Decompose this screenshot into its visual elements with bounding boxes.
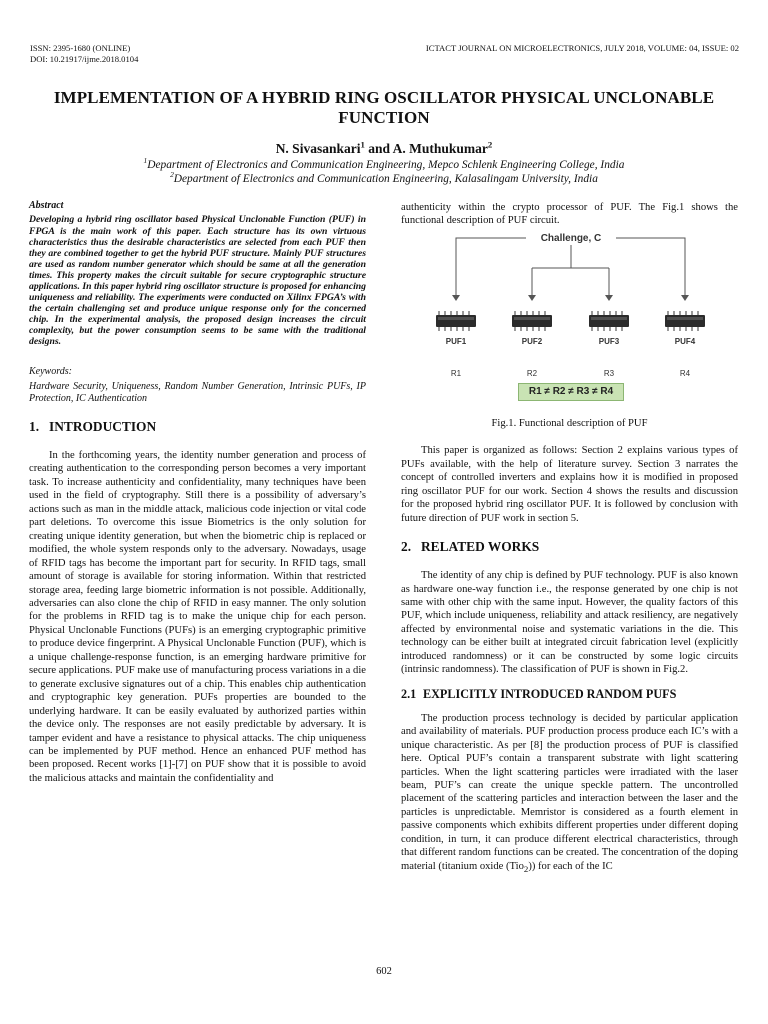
page-number: 602	[376, 966, 392, 977]
issn: ISSN: 2395-1680 (ONLINE)	[30, 43, 131, 53]
figure-1	[401, 231, 738, 397]
abstract-heading: Abstract	[29, 200, 64, 211]
affiliation-1: $^1$Department of Electronics and Communication Engineering, Mepco Schlenk Engineering College, India	[143, 156, 625, 171]
figure-1-caption: Fig.1. Functional description of PUF	[491, 417, 648, 429]
response-relation-box: R1 ≠ R2 ≠ R3 ≠ R4	[518, 383, 624, 401]
paper-title: IMPLEMENTATION OF A HYBRID RING OSCILLATOR PHYSICAL UNCLONABLE FUNCTION	[53, 88, 715, 127]
left-column	[29, 199, 366, 785]
doi: DOI: 10.21917/ijme.2018.0104	[30, 54, 139, 64]
puf4-label: PUF4	[674, 336, 696, 346]
connector-puf1	[456, 238, 526, 297]
right-column	[401, 201, 738, 876]
figure-1-connectors	[401, 231, 738, 381]
puf3-label: PUF3	[598, 336, 620, 346]
keywords-heading: Keywords:	[29, 365, 72, 377]
author-2: A. Muthukumar	[392, 141, 488, 156]
puf4-chip-icon	[664, 311, 706, 331]
explicit-paragraph-1: The production process technology is decided by particular application and availability of materials. PUF production process produce each IC’s with a unique characteristic. As per [8] the production process of PUF is classified here. Optical PUF’s contain a transparent substrate with light scattering particles. When the light scattering particles were irradiated with the laser beam, PUF’s can create the unique speckle pattern. The uncontrolled placement of the scattering particles and interaction between the laser and the particles is unpredictable. Memristor is considered as a fourth element in passive components which exhibits different properties under different doping condition, in turn, it can produce different electrical characteristics, through that different random functions can be created. The concentration of the doping material (titanium oxide (Tio$_2$)) for each of the IC	[401, 712, 738, 874]
response-r1: R1	[450, 368, 462, 378]
intro-paragraph-1-continued: authenticity within the crypto processor of PUF. The Fig.1 shows the functional description of PUF circuit.	[401, 202, 738, 227]
puf3-chip-icon	[588, 311, 630, 331]
author-1: N. Sivasankari	[275, 141, 361, 156]
puf2-label: PUF2	[521, 336, 543, 346]
author-and: and	[364, 141, 393, 156]
response-r4: R4	[679, 368, 691, 378]
journal-header: ICTACT JOURNAL ON MICROELECTRONICS, JULY 2018, VOLUME: 04, ISSUE: 02	[425, 43, 739, 53]
affiliation-2: $^2$Department of Electronics and Communication Engineering, Kalasalingam University, India	[170, 170, 598, 185]
author-1-sup: 1	[360, 139, 365, 150]
puf1-label: PUF1	[445, 336, 467, 346]
connector-puf4	[616, 238, 685, 297]
related-paragraph-1: The identity of any chip is defined by PUF technology. PUF is also known as hardware one-way function i.e., the response generated by one chip is not same with other chip with the same input. However, the quality factors of this PUF, which include uniqueness, reliability and attack resiliency, are negatively affected by environmental noise and systematic variations in the die. This technology can be either built at integrated circuit fabrication level (explicitly introduced randomness) or it can be constructed by some logic circuits (intrinsic randomness). The classification of PUF is shown in Fig.2.	[401, 570, 738, 676]
abstract-text: Developing a hybrid ring oscillator based Physical Unclonable Function (PUF) in FPGA is the main work of this paper. Each structure has its own virtuous characteristics thus the desirable characteristics are selected from each PUF then they are combined together to get the hybrid PUF structure. Mainly PUF structures are used as random number generator which should be same at all the generation times. This property makes the circuit suitable for secure cryptographic structure applications. In this paper hybrid ring oscillator structure is proposed for enhancing uniqueness and reliability. The experiments were conducted on Xilinx FPGA’s with the certain challenging set and produce unique response only for the concerned chip. In the experimental analysis, the proposed design increases the circuit complexity, but the power consumption seems to be same with the traditional designs.	[29, 214, 366, 348]
intro-paragraph-1: In the forthcoming years, the identity number generation and process of creating authentication to the corresponding person becomes a very important task. To increase authenticity and confidentiality, many techniques have been used in the field of cryptography. Still there is a possibility of adversary’s actions such as man in the middle attack, malicious code injection or vital code part deletions. To overcome this issue Biometrics is the only solution for creating unique identity generation, but when the biometric chip is replaced or modified, the whole system responds only to the adversary. Nowadays, usage of RFID tags has become the important part for security. In RFID tags, small amount of storage is available for storing information. Within that restricted storage area, feeding large biometric information is not possible. Additionally, adversaries can also clone the chip of RFID in easy manner. The only solution for the problems in RFID tag is to make the unique chip for each person. Physical Unclonable Functions (PUFs) is an emerging cryptographic primitive to produce device fingerprint. A Physical Unclonable Function (PUF), which is a unique challenge-response function, is an emerging hardware primitive for secure applications. PUF make use of manufacturing process variations in a die to generate exclusive signatures out of a chip. This enables chip authentication and cryptographic key generation. PUFs properties are bounded to the underlying hardware. It can be easily evaluated by authorized parties within the device only. The responses are not easily predictable by adversary. It is tamper evident and have a resistance to physical attacks. The chip uniqueness can be implemented by PUF method. Hence an enhanced PUF method has been proposed. Recent works [1]-[7] on PUF show that it is possible to avoid the malicious attacks and maintain the confidentiality and	[29, 450, 366, 784]
header-left	[30, 43, 138, 65]
author-2-sup: 2	[487, 139, 493, 150]
response-r3: R3	[603, 368, 615, 378]
challenge-label: Challenge, C	[540, 232, 602, 244]
keywords-text: Hardware Security, Uniqueness, Random Number Generation, Intrinsic PUFs, IP Protection, IC Authentication	[29, 381, 366, 405]
authors	[0, 141, 768, 157]
connector-puf23	[532, 245, 609, 297]
section-intro-heading: 1. INTRODUCTION	[29, 419, 157, 435]
puf2-chip-icon	[511, 311, 553, 331]
intro-paragraph-2: This paper is organized as follows: Section 2 explains various types of PUFs available, with the help of literature survey. Section 3 narrates the concept of controlled inverters and explains how it is modified in proposed ring oscillator PUF for our work. Section 4 shows the results and discussion for the proposed hybrid ring oscillator PUF. It is followed by conclusion with future direction of PUF work in section 5.	[401, 445, 738, 524]
section-2-1-heading: 2.1 EXPLICITLY INTRODUCED RANDOM PUFS	[401, 686, 677, 701]
section-related-heading: 2. RELATED WORKS	[401, 539, 540, 555]
arrowheads	[452, 295, 689, 301]
response-r2: R2	[526, 368, 538, 378]
puf1-chip-icon	[435, 311, 477, 331]
